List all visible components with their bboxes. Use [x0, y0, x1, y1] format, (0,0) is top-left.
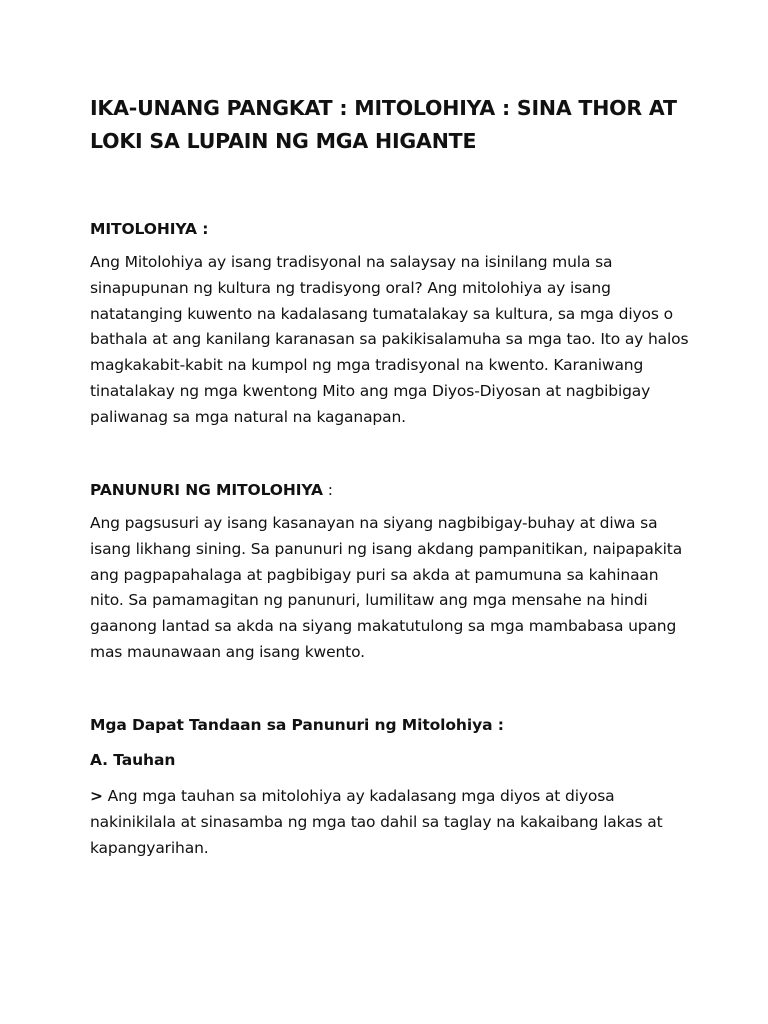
paragraph-line: nakinikilala at sinasamba ng mga tao dahil sa taglay na kakaibang lakas at: [90, 812, 663, 831]
paragraph-line: isang likhang sining. Sa panunuri ng isang akdang pampanitikan, naipapakita: [90, 539, 683, 558]
paragraph-tauhan: [90, 784, 690, 861]
section-heading-mitolohiya: MITOLOHIYA :: [90, 220, 209, 238]
paragraph-line: Ang Mitolohiya ay isang tradisyonal na salaysay na isinilang mula sa: [90, 253, 613, 271]
paragraph-line: tinatalakay ng mga kwentong Mito ang mga Diyos-Diyosan at nagbibigay: [90, 381, 651, 400]
paragraph-line: sinapupunan ng kultura ng tradisyong oral? Ang mitolohiya ay isang: [90, 278, 611, 297]
paragraph-line: ang pagpapahalaga at pagbibigay puri sa akda at pamumuna sa kahinaan: [90, 565, 659, 584]
paragraph-mitolohiya: [90, 250, 690, 431]
paragraph-line: mas maunawaan ang isang kwento.: [90, 642, 365, 661]
paragraph-line: magkakabit-kabit na kumpol ng mga tradisyonal na kwento. Karaniwang: [90, 356, 644, 375]
title-line: IKA-UNANG PANGKAT : MITOLOHIYA : SINA THOR AT: [90, 96, 677, 120]
section-heading-dapat-tandaan: Mga Dapat Tandaan sa Panunuri ng Mitolohiya :: [90, 716, 504, 734]
paragraph-panunuri: [90, 511, 690, 666]
paragraph-line: Ang pagsusuri ay isang kasanayan na siyang nagbibigay-buhay at diwa sa: [90, 514, 658, 532]
document-title: [90, 92, 690, 158]
section-heading-colon: :: [322, 481, 333, 499]
paragraph-line: nito. Sa pamamagitan ng panunuri, lumilitaw ang mga mensahe na hindi: [90, 591, 648, 610]
bullet-line: [90, 784, 690, 810]
section-heading-panunuri: [90, 479, 333, 501]
paragraph-line: kapangyarihan.: [90, 838, 209, 857]
paragraph-line: gaanong lantad sa akda na siyang makatutulong sa mga mambabasa upang: [90, 617, 677, 636]
bullet-text: Ang mga tauhan sa mitolohiya ay kadalasang mga diyos at diyosa: [102, 787, 615, 805]
paragraph-line: natatanging kuwento na kadalasang tumatalakay sa kultura, sa mga diyos o: [90, 304, 673, 323]
paragraph-line: bathala at ang kanilang karanasan sa pakikisalamuha sa mga tao. Ito ay halos: [90, 330, 689, 349]
bullet-arrow-icon: >: [90, 787, 103, 805]
paragraph-line: paliwanag sa mga natural na kaganapan.: [90, 407, 406, 426]
section-heading-panunuri-text: PANUNURI NG MITOLOHIYA: [90, 481, 323, 499]
title-line: LOKI SA LUPAIN NG MGA HIGANTE: [90, 129, 477, 153]
subheading-tauhan: A. Tauhan: [90, 751, 176, 769]
